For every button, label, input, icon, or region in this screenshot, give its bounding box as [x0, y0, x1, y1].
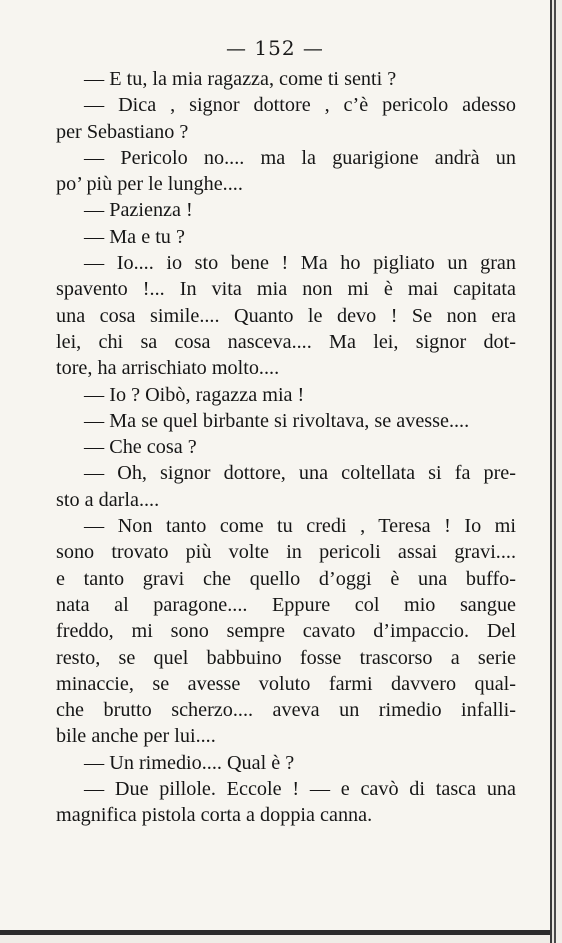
text-line: — Io ? Oibò, ragazza mia ! — [84, 383, 305, 406]
text-line: — Un rimedio.... Qual è ? — [84, 751, 295, 774]
text-line: lei, chi sa cosa nasceva.... Ma lei, signor dot- — [56, 330, 516, 353]
page-number: — 152 — — [226, 36, 324, 60]
text-line: freddo, mi sono sempre cavato d’impaccio. Del — [56, 620, 516, 643]
text-line: una cosa simile.... Quanto le devo ! Se non era — [56, 304, 516, 327]
text-line: — Pazienza ! — [84, 199, 193, 222]
text-line: — Non tanto come tu credi , Teresa ! Io mi — [84, 515, 516, 538]
text-line: e tanto gravi che quello d’oggi è una buffo- — [56, 567, 516, 590]
text-line: — Ma e tu ? — [84, 225, 185, 248]
text-line: — Ma se quel birbante si rivoltava, se avesse.... — [84, 409, 470, 432]
text-line: — E tu, la mia ragazza, come ti senti ? — [84, 68, 397, 90]
text-line: — Che cosa ? — [84, 436, 197, 459]
book-spine-edge — [550, 0, 562, 943]
page-bottom-edge — [0, 926, 550, 943]
text-line: sto a darla.... — [56, 488, 160, 511]
text-line: sono trovato più volte in pericoli assai gravi.... — [56, 541, 516, 564]
text-line: minaccie, se avesse voluto farmi davvero qual- — [56, 672, 516, 695]
text-line: per Sebastiano ? — [56, 120, 189, 143]
text-line: — Due pillole. Eccole ! — e cavò di tasca una — [84, 778, 516, 801]
text-line: che brutto scherzo.... aveva un rimedio infalli- — [56, 699, 516, 722]
text-line: — Oh, signor dottore, una coltellata si fa pre- — [84, 462, 516, 485]
text-line: po’ più per le lunghe.... — [56, 173, 243, 196]
text-line: — Pericolo no.... ma la guarigione andrà un — [84, 146, 516, 169]
page-text — [56, 66, 516, 829]
text-line: resto, se quel babbuino fosse trascorso a serie — [56, 646, 516, 669]
text-line: tore, ha arrischiato molto.... — [56, 357, 280, 380]
text-line: — Io.... io sto bene ! Ma ho pigliato un gran — [84, 252, 516, 275]
text-line: magnifica pistola corta a doppia canna. — [56, 804, 373, 827]
text-line: — Dica , signor dottore , c’è pericolo adesso — [84, 94, 516, 117]
text-line: nata al paragone.... Eppure col mio sangue — [56, 593, 516, 616]
text-line: spavento !... In vita mia non mi è mai capitata — [56, 278, 516, 301]
text-line: bile anche per lui.... — [56, 725, 216, 748]
